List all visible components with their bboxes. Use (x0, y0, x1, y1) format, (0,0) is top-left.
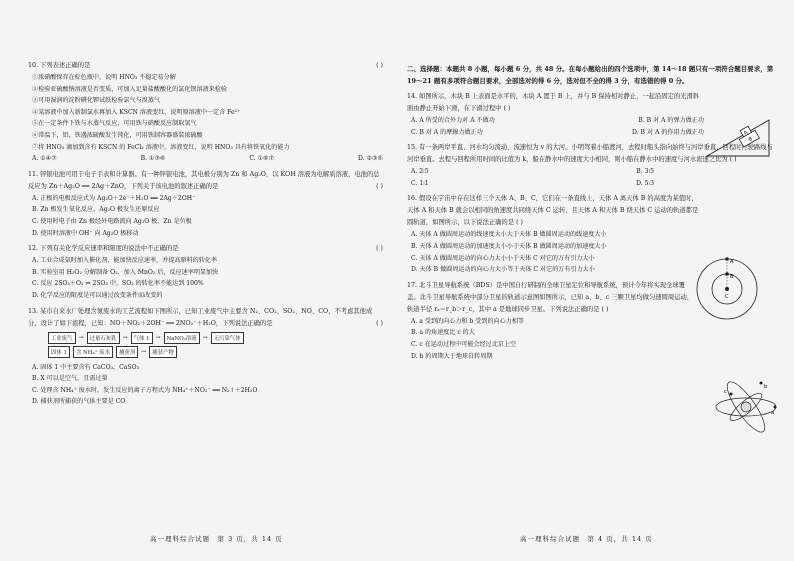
option-row (407, 166, 774, 178)
orbit-figure (694, 256, 760, 322)
option-c: C. c 在运动过程中可能会经过北京上空 (411, 340, 517, 348)
flow-box: 捕获产物 (149, 346, 177, 358)
question-14 (407, 91, 774, 115)
option-row (407, 178, 774, 190)
label-a: A (730, 259, 734, 265)
option-a: A. 工业合成氨时加入催化剂，能加快反应速率，并提高原料的转化率 (32, 257, 217, 265)
option-d: D. ②③⑤ (358, 155, 383, 163)
option-d: D. 捕获剂所捕获的气体主要是 CO (32, 398, 126, 406)
option-a: A. a 受到的向心力和 b 受到的向心力相等 (411, 317, 525, 325)
process-flow-diagram (48, 332, 383, 344)
flow-box: 含 NH₄⁺ 废水 (73, 346, 113, 358)
statement-item: ⑥常温下，铝、铁遇浓硫酸发生钝化，可用铁制容器盛装浓硫酸 (32, 131, 203, 139)
question-15-stem: 15. 有一条两岸平直、河水均匀流动、流速恒为 v 的大河。小明驾着小船渡河，去程时船头指向始终与河岸垂直，回程时行驶路线与河岸垂直。去程与回程所用时间的比值为 k，船在静水中的速度大小相同，则小船在静水中的速度与河水流速之比为 (407, 144, 773, 164)
option-c: C. 处理含 NH₄⁺ 废水时，发生反应的离子方程式为 NH₄⁺＋NO₂⁻ ══ N₂↑＋2H₂O (32, 386, 258, 394)
option-c: C. B 对 A 的摩擦力做正功 (411, 128, 483, 136)
flow-box: 气体 1 (131, 332, 153, 344)
arrow-right-icon: → (122, 334, 128, 341)
option-b: B. 3∶5 (636, 168, 654, 176)
option-b: B. Zn 极发生氧化反应，Ag₂O 极发生还原反应 (32, 206, 160, 214)
question-17-stem: 17. 北斗卫星导航系统（BDS）是中国自行研制的全球卫星定位和导航系统，预计今年将实现全球覆盖。北斗卫星导航系统中部分卫星的轨道示意图如图所示，已知 a、b、c 三颗卫星均做匀速圆周运动，轨道半径 rₐ＝r_b＞r_c，其中 a 是地球同步卫星。下列说法正确的是 (407, 281, 694, 313)
question-16 (407, 193, 774, 229)
option-c: C. 1∶1 (411, 179, 429, 187)
statement-item: ④某溶液中加入新制氯水再加入 KSCN 溶液变红，说明原溶液中一定含 Fe²⁺ (32, 108, 241, 116)
label-a: A (742, 129, 749, 137)
label-b: B (747, 136, 754, 144)
option-d: D. 使用时溶液中 OH⁻ 向 Ag₂O 极移动 (32, 229, 139, 237)
answer-blank: ( ) (376, 62, 383, 69)
flow-box: 捕获剂 (116, 346, 138, 358)
option-a: A. A 所受的合外力对 A 不做功 (411, 117, 495, 124)
question-13 (28, 306, 383, 330)
question-11 (28, 169, 383, 193)
flow-box: 过量石灰乳 (87, 332, 120, 344)
answer-blank: ( ) (729, 156, 737, 164)
flow-box: 工业废气 (48, 332, 76, 344)
option-c: C. 使用时电子由 Zn 极经外电路流向 Ag₂O 极，Zn 是负极 (32, 217, 192, 225)
option-b: B. a 的角速度比 c 的大 (411, 329, 475, 337)
statement-item: ①浓硝酸保存在棕色瓶中，说明 HNO₃ 不稳定易分解 (32, 74, 176, 81)
arrow-right-icon: → (155, 334, 161, 341)
answer-blank: ( ) (376, 245, 383, 253)
option-b: B. 天体 A 做圆周运动的加速度大小小于天体 B 做圆周运动的加速度大小 (411, 242, 607, 250)
question-14-stem: 14. 如图所示，木块 B 上表面是水平的，木块 A 置于 B 上，并与 B 保持相对静止，一起沿固定的光滑斜面由静止开始下滑，在下滑过程中 (407, 93, 700, 112)
label-b: b (764, 384, 768, 390)
option-a: A. ①④⑦ (32, 155, 57, 163)
option-a: A. 固体 1 中主要含有 CaCO₃、CaSO₃ (32, 363, 140, 371)
option-a: A. 天体 A 做圆周运动的线速度大小大于天体 B 做圆周运动的线速度大小 (411, 231, 607, 239)
option-c: C. ①⑥⑦ (249, 155, 275, 163)
page-footer: 高一理科综合试题 第 3 页，共 14 页 (150, 535, 283, 543)
statement-item: ③可用湿润的淀粉碘化钾试纸检验氯气与溴蒸气 (32, 97, 160, 105)
incline-figure (705, 116, 771, 158)
answer-blank: ( ) (516, 219, 523, 227)
question-11-stem: 11. 锌银电池可用于电子手表和计算器。有一种锌银电池，其电极分别为 Zn 和 Ag₂O，以 KOH 溶液为电解质溶液，电池的总反应为 Zn＋Ag₂O ══ 2Ag＋ZnO，下列关于该电池的叙述正确的是 (28, 170, 380, 190)
question-10-stem: 10. 下列表述正确的是 (28, 62, 91, 69)
question-10 (28, 60, 383, 72)
answer-blank: ( ) (601, 305, 609, 313)
section-heading: 二、选择题：本题共 8 小题，每小题 6 分，共 48 分。在每小题给出的四个选项中，第 14～18 题只有一项符合题目要求，第 19～21 题有多项符合题目要求，全部选对的得 6 分，选对但不全的得 3 分，有选错的得 0 分。 (407, 65, 774, 85)
flow-box: 无污染气体 (211, 332, 244, 344)
answer-blank: ( ) (503, 105, 511, 112)
statement-item: ②检验亚硫酸钠溶液是否变质，可加入足量盐酸酸化的氯化钡溶液来检验 (32, 85, 227, 93)
answer-blank: ( ) (376, 182, 383, 190)
option-row (28, 153, 383, 165)
label-c: C (725, 294, 729, 300)
option-b: B. 实验室用 H₂O₂ 分解制备 O₂，加入 MnO₂ 后，反应速率明显加快 (32, 268, 219, 276)
question-13-stem: 13. 某市自来水厂处理含氮废水的工艺流程如下图所示，已知工业废气中主要含 N₂、CO₂、SO₂、NO、CO，不考虑其他成分，设计了如下流程，已知：NO＋NO₂＋2OH⁻ ══ 2NO₂⁻＋H₂O，下列说法正确的是 (28, 307, 373, 327)
arrow-right-icon: → (78, 334, 84, 341)
option-a: A. 正极的电极反应式为 Ag₂O＋2e⁻＋H₂O ══ 2Ag＋2OH⁻ (32, 194, 196, 202)
option-c: C. 反应 2SO₂＋O₂ ⇌ 2SO₃ 中，SO₂ 的转化率不能达到 100% (32, 280, 204, 288)
statement-item: ⑦将 HNO₃ 滴加到含有 KSCN 的 FeCl₂ 溶液中，溶液变红，说明 HNO₃ 具有将铁氧化的能力 (32, 143, 290, 151)
question-12-stem: 12. 下列有关化学反应速率和限度的说法中不正确的是 (28, 245, 179, 253)
option-d: D. 5∶3 (636, 179, 654, 187)
option-b: B. ①③⑥ (140, 155, 166, 163)
flow-box: NaNO₂溶液 (164, 332, 200, 344)
page-footer: 高一理科综合试题 第 4 页，共 14 页 (520, 535, 653, 543)
label-a: a (771, 410, 775, 416)
option-d: D. 天体 B 做圆周运动的向心力大小等于天体 C 对它的万有引力大小 (411, 266, 595, 274)
process-flow-diagram-row2 (48, 346, 383, 358)
option-d: D. B 对 A 的作用力做正功 (632, 128, 704, 136)
arrow-right-icon: → (202, 334, 208, 341)
flow-box: 固体 1 (48, 346, 70, 358)
option-d: D. b 的周期大于地球自转周期 (411, 352, 493, 360)
label-b: B (730, 274, 734, 280)
option-b: B. X 可以是空气，且需过量 (32, 375, 108, 383)
question-12 (28, 243, 383, 255)
option-b: B. B 对 A 的弹力做正功 (638, 117, 704, 124)
question-16-stem: 16. 假设在宇宙中存在这样三个天体 A、B、C，它们在一条直线上，天体 A 离天体 B 的高度为某值时，天体 A 和天体 B 就会以相同的角速度共同绕天体 C 运转，且天体 A 和天体 B 绕天体 C 运动的轨道都是圆轨道，如图所示，以下说法正确的是 (407, 195, 699, 227)
option-c: C. 天体 A 做圆周运动的向心力大小小于天体 C 对它的万有引力大小 (411, 254, 595, 262)
statement-item: ⑤在一定条件下铁与水蒸气反应，可用铁与硝酸反应制取氢气 (32, 120, 197, 128)
option-d: D. 化学反应的限度是可以通过改变条件而改变的 (32, 291, 163, 299)
satellite-orbits-figure (714, 380, 778, 434)
answer-blank: ( ) (376, 319, 383, 327)
arrow-right-icon: → (141, 348, 147, 355)
option-a: A. 2∶5 (411, 168, 429, 176)
label-c: c (724, 389, 727, 395)
